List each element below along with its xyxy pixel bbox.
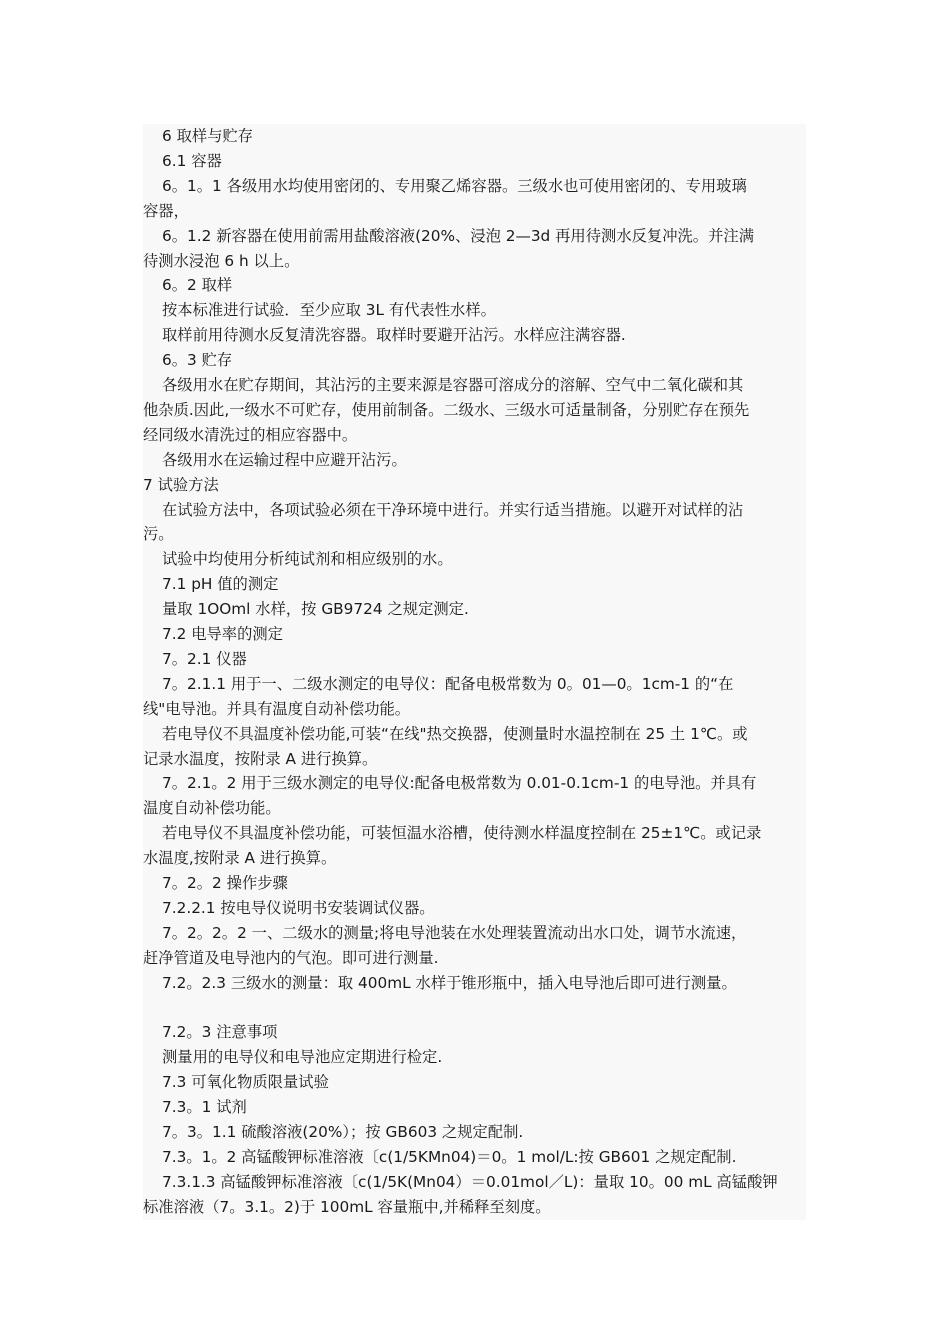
text-line: 7。3。1.1 硫酸溶液(20%）；按 GB603 之规定配制. <box>162 1123 524 1141</box>
text-line: 7。2.1.1 用于一、二级水测定的电导仪：配备电极常数为 0。01—0。1cm-1 的“在 <box>162 674 734 693</box>
text-line: 7。2.1 仪器 <box>162 649 247 668</box>
text-line: 记录水温度，按附录 A 进行换算。 <box>143 749 378 768</box>
text-line: 6。1.2 新容器在使用前需用盐酸溶液(20%、浸泡 2—3d 再用待测水反复冲洗。并注满 <box>162 226 754 245</box>
text-line <box>143 996 806 1021</box>
text-line: 量取 1OOml 水样，按 GB9724 之规定测定. <box>162 600 469 619</box>
text-line: 若电导仪不具温度补偿功能,可装“在线"热交换器，使测量时水温控制在 25 土 1℃。或 <box>162 724 748 743</box>
text-line: 污。 <box>143 525 174 544</box>
text-line: 7。2。2。2 一、二级水的测量;将电导池装在水处理装置流动出水口处，调节水流速， <box>162 923 747 942</box>
text-line: 7.2。3 注意事项 <box>162 1023 278 1042</box>
text-line: 若电导仪不具温度补偿功能，可装恒温水浴槽，使待测水样温度控制在 25±1℃。或记录 <box>162 824 762 843</box>
text-line: 按本标准进行试验．至少应取 3L 有代表性水样。 <box>162 301 496 320</box>
text-line: 标准溶液（7。3.1。2)于 100mL 容量瓶中,并稀释至刻度。 <box>143 1197 551 1216</box>
text-line: 取样前用待测水反复清洗容器。取样时要避开沾污。水样应注满容器. <box>162 326 626 345</box>
text-line: 经同级水清洗过的相应容器中。 <box>143 425 358 444</box>
text-line: 各级用水在运输过程中应避开沾污。 <box>162 450 407 469</box>
text-line: 在试验方法中，各项试验必须在干净环境中进行。并实行适当措施。以避开对试样的沾 <box>162 500 744 519</box>
text-line: 7.2 电导率的测定 <box>162 625 283 643</box>
text-line: 6。1。1 各级用水均使用密闭的、专用聚乙烯容器。三级水也可使用密闭的、专用玻璃 <box>162 176 747 195</box>
text-line: 温度自动补偿功能。 <box>143 799 281 818</box>
text-line: 线"电导池。并具有温度自动补偿功能。 <box>143 699 411 718</box>
text-line: 7.3.1.3 高锰酸钾标准溶液〔c(1/5K(Mn04）＝0.01mol／L)：量取 10。00 mL 高锰酸钾 <box>162 1172 778 1191</box>
text-line: 7.1 pH 值的测定 <box>162 575 279 594</box>
text-line: 7.2。2.3 三级水的测量：取 400mL 水样于锥形瓶中，插入电导池后即可进行测量。 <box>162 973 737 992</box>
text-line: 6。3 贮存 <box>162 351 233 370</box>
text-line: 6.1 容器 <box>162 151 222 170</box>
text-line: 7.3。1 试剂 <box>162 1098 247 1117</box>
text-line: 7.2.2.1 按电导仪说明书安装调试仪器。 <box>162 898 435 917</box>
text-line: 水温度,按附录 A 进行换算。 <box>143 849 337 868</box>
text-line: 各级用水在贮存期间，其沾污的主要来源是容器可溶成分的溶解、空气中二氧化碳和其 <box>162 376 744 394</box>
text-line: 7 试验方法 <box>143 475 219 494</box>
text-line: 赶净管道及电导池内的气泡。即可进行测量. <box>143 948 439 967</box>
text-line: 测量用的电导仪和电导池应定期进行检定. <box>162 1048 443 1067</box>
text-line: 待测水浸泡 6 h 以上。 <box>143 251 300 270</box>
text-line: 容器， <box>143 201 189 220</box>
text-line: 7。2.1。2 用于三级水测定的电导仪:配备电极常数为 0.01-0.1cm-1 的电导池。并具有 <box>162 774 757 793</box>
text-line: 6 取样与贮存 <box>162 127 254 145</box>
text-line: 7.3 可氧化物质限量试验 <box>162 1073 329 1092</box>
text-line: 他杂质.因此,一级水不可贮存，使用前制备。二级水、三级水可适量制备，分别贮存在预先 <box>143 400 750 419</box>
text-line: 试验中均使用分析纯试剂和相应级别的水。 <box>162 550 453 569</box>
text-line: 7。2。2 操作步骤 <box>162 874 288 892</box>
text-line: 6。2 取样 <box>162 276 233 295</box>
text-line: 7.3。1。2 高锰酸钾标准溶液〔c(1/5KMn04)＝0。1 mol/L:按 GB601 之规定配制. <box>162 1147 737 1166</box>
